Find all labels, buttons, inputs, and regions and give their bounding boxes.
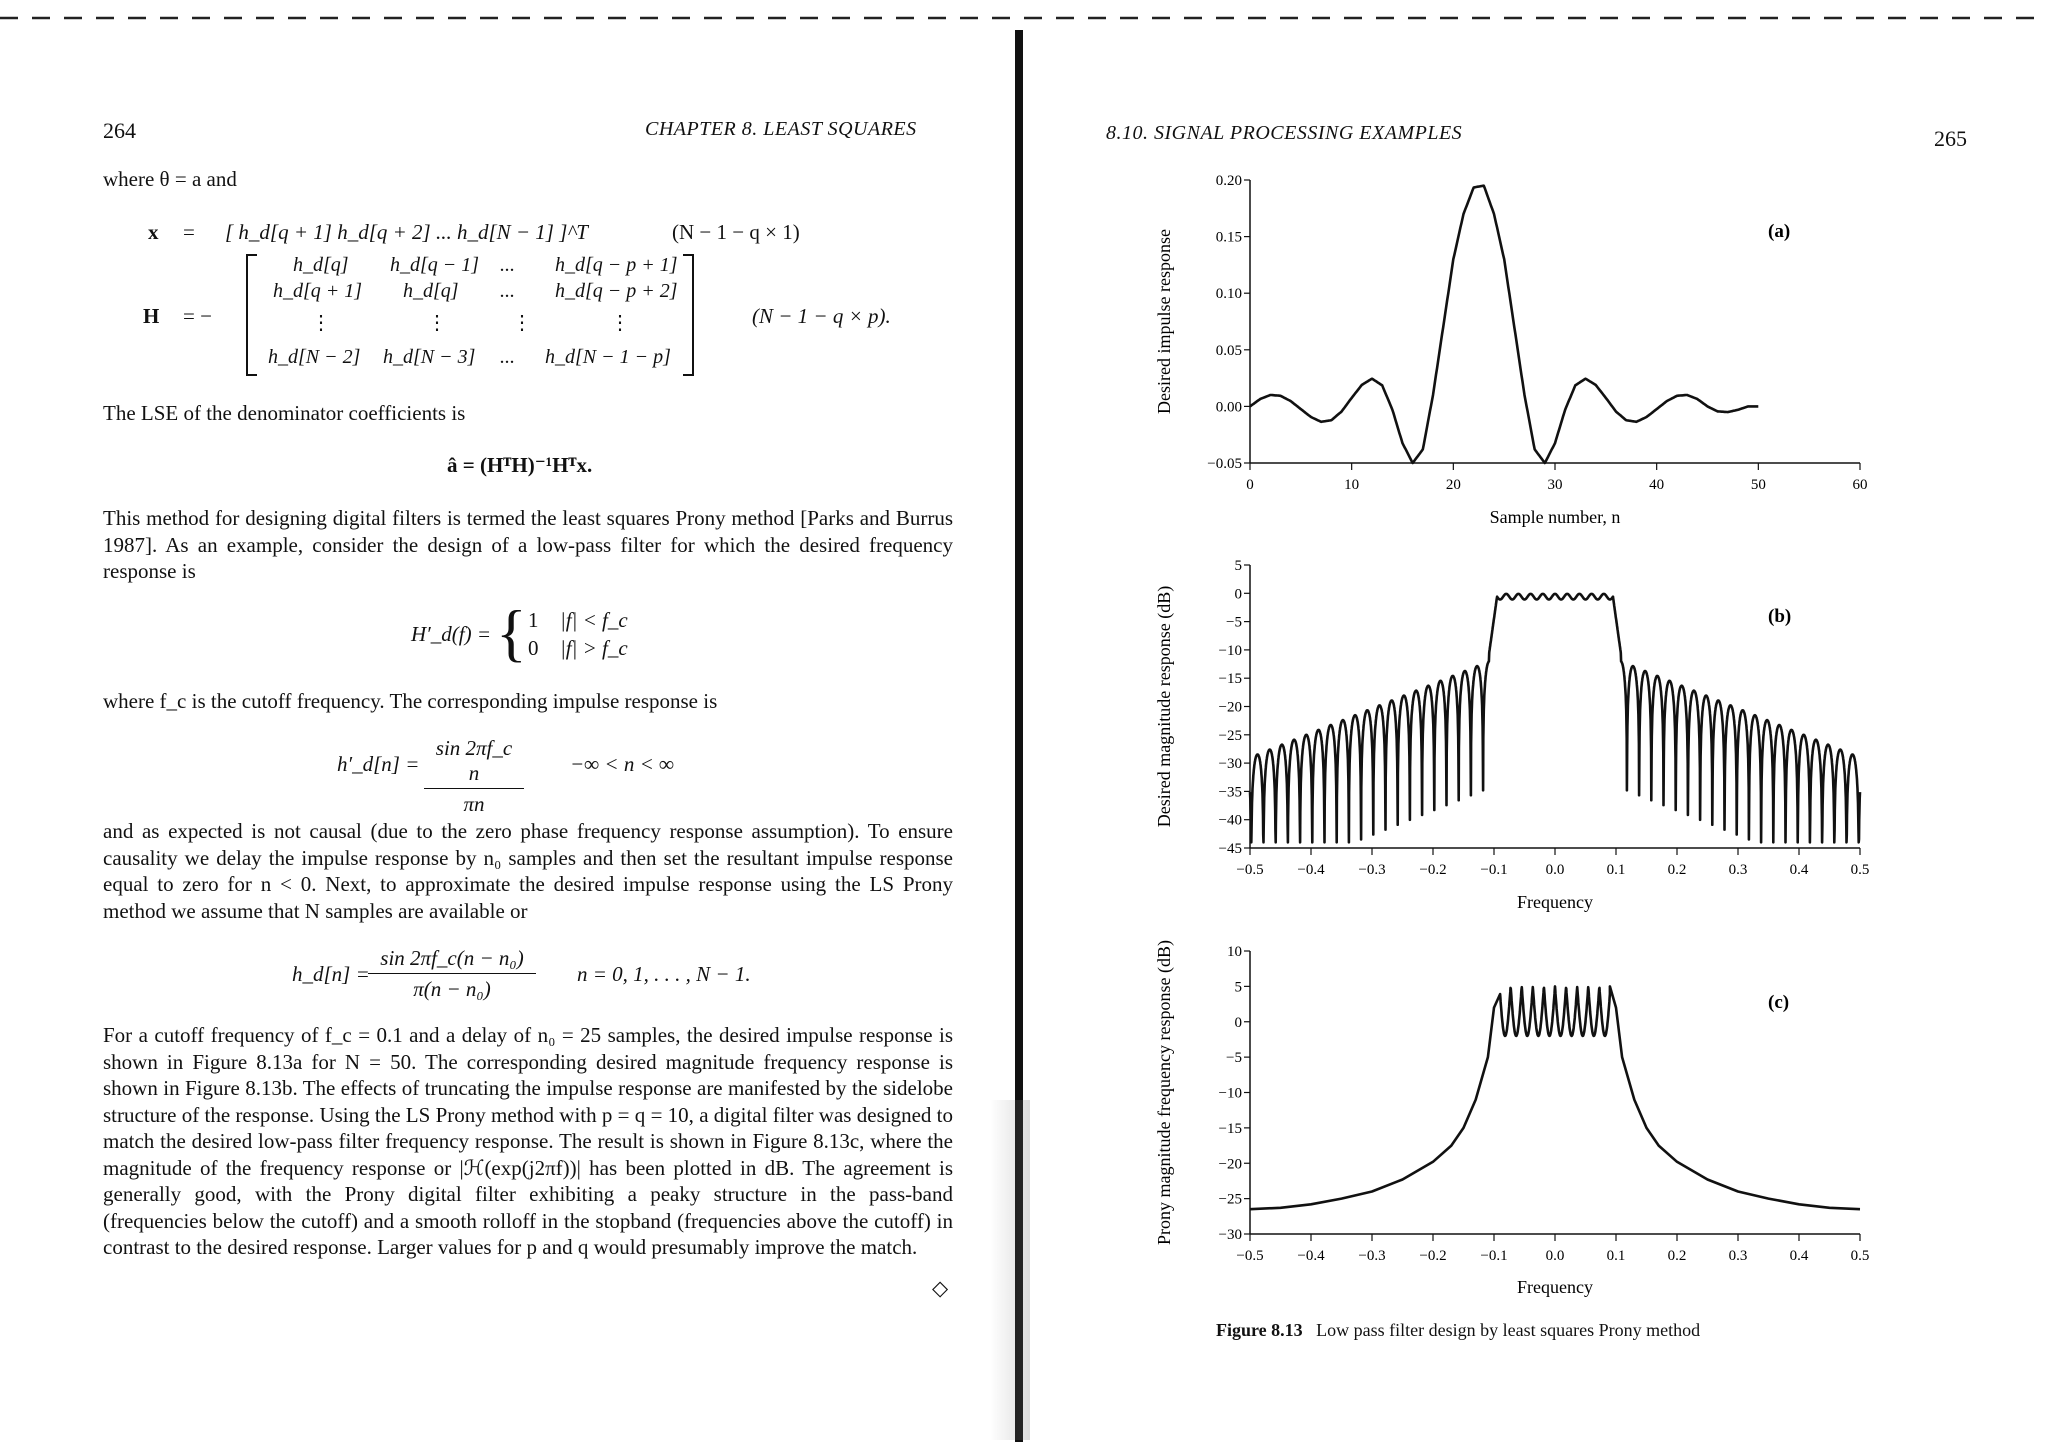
hd-prime-numerator: sin 2πf_c n <box>424 736 524 789</box>
H-cell: ... <box>500 346 515 368</box>
figure-8-13 <box>1040 160 2040 1340</box>
H-def-lhs: H <box>143 304 160 328</box>
x-tick-label: 50 <box>1750 477 1766 493</box>
H-cell: h_d[N − 1 − p] <box>545 346 671 368</box>
x-tick-label: −0.2 <box>1419 1248 1447 1264</box>
Hd-brace: { <box>496 597 527 668</box>
y-tick-label: −10 <box>1218 642 1242 659</box>
y-tick-label: −20 <box>1218 699 1242 716</box>
y-tick-label: 0 <box>1234 586 1242 603</box>
H-cell: ⋮ <box>427 312 447 334</box>
x-tick-label: 0.1 <box>1606 862 1626 878</box>
y-tick-label: −30 <box>1218 1227 1242 1243</box>
y-tick-label: −0.05 <box>1207 456 1242 472</box>
x-tick-label: 0.3 <box>1728 862 1748 878</box>
H-def-dims: (N − 1 − q × p). <box>752 304 891 328</box>
page-number-right: 265 <box>1934 126 1967 151</box>
where-line: where θ = a and <box>103 167 237 191</box>
left-page <box>0 0 1005 1446</box>
y-tick-label: −40 <box>1218 812 1242 829</box>
x-tick-label: 20 <box>1445 477 1461 493</box>
paragraph-lse: The LSE of the denominator coefficients is <box>103 401 466 425</box>
hd-prime-condition: −∞ < n < ∞ <box>570 752 674 776</box>
x-tick-label: −0.4 <box>1297 862 1325 878</box>
y-tick-label: −5 <box>1226 1050 1242 1067</box>
y-tick-label: −5 <box>1226 614 1242 631</box>
paragraph-results: For a cutoff frequency of f_c = 0.1 and a delay of n₀ = 25 samples, the desired impulse response is shown in Figure 8.13a for N = 50. The corresponding desired magnitude frequency response is shown in Figure 8.13b. The effects of truncating the impulse response are manifested by the sidelobe structure of the response. Using the LS Prony method with p = q = 10, a digital filter was designed to match the desired low-pass filter frequency response. The result is shown in Figure 8.13c, where the magnitude of the frequency response or |ℋ(exp(j2πf))| has been plotted in dB. The agreement is generally good, with the Prony digital filter exhibiting a peaky structure in the pass-band (frequencies below the cutoff) and a smooth rolloff in the stopband (frequencies above the cutoff) in contrast to the desired response. Larger values for p and q would presumably improve the match. <box>103 1023 953 1259</box>
hd-fraction <box>368 946 536 1002</box>
y-tick-label: −25 <box>1218 727 1242 744</box>
x-axis-label: Frequency <box>1517 1277 1593 1297</box>
H-cell: ... <box>500 254 515 276</box>
figure-caption <box>1216 1320 1700 1341</box>
panel-label: (a) <box>1768 221 1791 242</box>
hd-condition: n = 0, 1, . . . , N − 1. <box>577 962 751 986</box>
x-tick-label: 0.0 <box>1545 1248 1565 1264</box>
right-page <box>1040 0 2048 1446</box>
x-tick-label: 0.1 <box>1606 1248 1626 1264</box>
x-tick-label: −0.5 <box>1236 862 1264 878</box>
y-axis-label: Desired magnitude response (dB) <box>1154 585 1174 828</box>
x-tick-label: 10 <box>1344 477 1360 493</box>
y-tick-label: 0.15 <box>1215 229 1242 246</box>
hd-lhs: h_d[n] = <box>292 962 370 986</box>
x-tick-label: −0.2 <box>1419 862 1447 878</box>
hd-prime-lhs: h′_d[n] = <box>337 752 420 776</box>
x-tick-label: 0.2 <box>1667 862 1687 878</box>
paragraph-prony-method: This method for designing digital filters is termed the least squares Prony method [Parks and Burrus 1987]. As an example, consider the design of a low-pass filter for which the desired frequency response is <box>103 506 953 583</box>
H-def-eq: = − <box>183 304 212 328</box>
y-tick-label: −45 <box>1218 841 1242 857</box>
y-tick-label: −20 <box>1218 1156 1242 1173</box>
y-tick-label: 0.00 <box>1215 399 1242 416</box>
panel-label: (b) <box>1768 606 1792 627</box>
H-cell: h_d[q − p + 2] <box>555 280 678 302</box>
paragraph-causality: and as expected is not causal (due to the zero phase frequency response assumption). To ensure causality we delay the impulse response by n₀ samples and then set the resultant impulse response equal to zero for n < 0. Next, to approximate the desired impulse response using the LS Prony method we assume that N samples are available or <box>103 819 953 923</box>
y-tick-label: 0.05 <box>1215 342 1242 359</box>
x-tick-label: 40 <box>1649 477 1665 493</box>
paragraph-cutoff: where f_c is the cutoff frequency. The corresponding impulse response is <box>103 689 718 713</box>
y-tick-label: −30 <box>1218 756 1242 773</box>
H-cell: ⋮ <box>610 312 630 334</box>
H-cell: h_d[q + 1] <box>273 280 363 302</box>
Hd-case2-cond: |f| > f_c <box>560 636 628 660</box>
x-def-dims: (N − 1 − q × 1) <box>672 220 800 244</box>
x-tick-label: 60 <box>1852 477 1868 493</box>
page-number-left: 264 <box>103 118 136 143</box>
x-tick-label: −0.1 <box>1480 862 1508 878</box>
H-cell: h_d[q] <box>403 280 459 302</box>
x-tick-label: 0.4 <box>1789 1248 1809 1264</box>
a-hat-equation: â = (HᵀH)⁻¹Hᵀx. <box>447 453 593 477</box>
figure-caption-label: Figure 8.13 <box>1216 1320 1303 1340</box>
y-tick-label: 0.20 <box>1215 173 1242 189</box>
y-tick-label: 5 <box>1234 979 1242 996</box>
Hd-case2-val: 0 <box>528 636 539 660</box>
running-head-right: 8.10. SIGNAL PROCESSING EXAMPLES <box>1106 122 1463 144</box>
panel-label: (c) <box>1768 992 1790 1013</box>
x-tick-label: −0.4 <box>1297 1248 1325 1264</box>
y-tick-label: −15 <box>1218 671 1242 688</box>
H-bracket-left <box>246 254 257 376</box>
y-tick-label: −10 <box>1218 1085 1242 1102</box>
x-tick-label: 0.3 <box>1728 1248 1748 1264</box>
x-axis-label: Sample number, n <box>1489 507 1621 527</box>
running-head-left: CHAPTER 8. LEAST SQUARES <box>645 118 917 140</box>
figure-caption-text: Low pass filter design by least squares Prony method <box>1316 1320 1701 1340</box>
end-of-example-mark: ◇ <box>932 1276 949 1300</box>
H-cell: h_d[N − 3] <box>383 346 476 368</box>
x-tick-label: 0.5 <box>1850 862 1870 878</box>
y-tick-label: 5 <box>1234 558 1242 574</box>
hd-denominator: π(n − n₀) <box>413 977 491 1001</box>
x-tick-label: 0.2 <box>1667 1248 1687 1264</box>
hd-numerator: sin 2πf_c(n − n₀) <box>368 946 536 974</box>
Hd-equation-lhs: H′_d(f) = <box>411 622 492 646</box>
x-tick-label: −0.3 <box>1358 862 1386 878</box>
y-axis-label: Prony magnitude frequency response (dB) <box>1154 940 1174 1245</box>
x-tick-label: 0.5 <box>1850 1248 1870 1264</box>
series-line <box>1250 594 1860 842</box>
y-tick-label: −25 <box>1218 1191 1242 1208</box>
H-cell: h_d[q − 1] <box>390 254 480 276</box>
Hd-case1-val: 1 <box>528 608 539 632</box>
y-tick-label: 0 <box>1234 1014 1242 1031</box>
H-cell: h_d[q] <box>293 254 349 276</box>
x-tick-label: 0 <box>1246 477 1254 493</box>
x-tick-label: −0.5 <box>1236 1248 1264 1264</box>
Hd-case1-cond: |f| < f_c <box>560 608 628 632</box>
x-def-eq: = <box>183 220 195 244</box>
hd-prime-denominator: πn <box>463 792 485 816</box>
H-cell: ⋮ <box>512 312 532 334</box>
x-tick-label: 0.0 <box>1545 862 1565 878</box>
H-bracket-right <box>683 254 694 376</box>
series-line <box>1250 986 1860 1209</box>
x-tick-label: −0.3 <box>1358 1248 1386 1264</box>
x-axis-label: Frequency <box>1517 892 1593 912</box>
H-cell: h_d[q − p + 1] <box>555 254 678 276</box>
series-line <box>1250 186 1758 463</box>
y-axis-label: Desired impulse response <box>1154 229 1174 414</box>
y-tick-label: 0.10 <box>1215 286 1242 303</box>
y-tick-label: −15 <box>1218 1120 1242 1137</box>
H-cell: ⋮ <box>311 312 331 334</box>
y-tick-label: −35 <box>1218 784 1242 801</box>
x-def-row: [ h_d[q + 1] h_d[q + 2] ... h_d[N − 1] ]^T <box>225 220 588 244</box>
x-def-lhs: x <box>148 220 159 244</box>
x-tick-label: 0.4 <box>1789 862 1809 878</box>
hd-prime-fraction <box>424 736 524 817</box>
x-tick-label: 30 <box>1547 477 1563 493</box>
H-cell: h_d[N − 2] <box>268 346 361 368</box>
H-cell: ... <box>500 280 515 302</box>
x-tick-label: −0.1 <box>1480 1248 1508 1264</box>
y-tick-label: 10 <box>1227 944 1242 960</box>
